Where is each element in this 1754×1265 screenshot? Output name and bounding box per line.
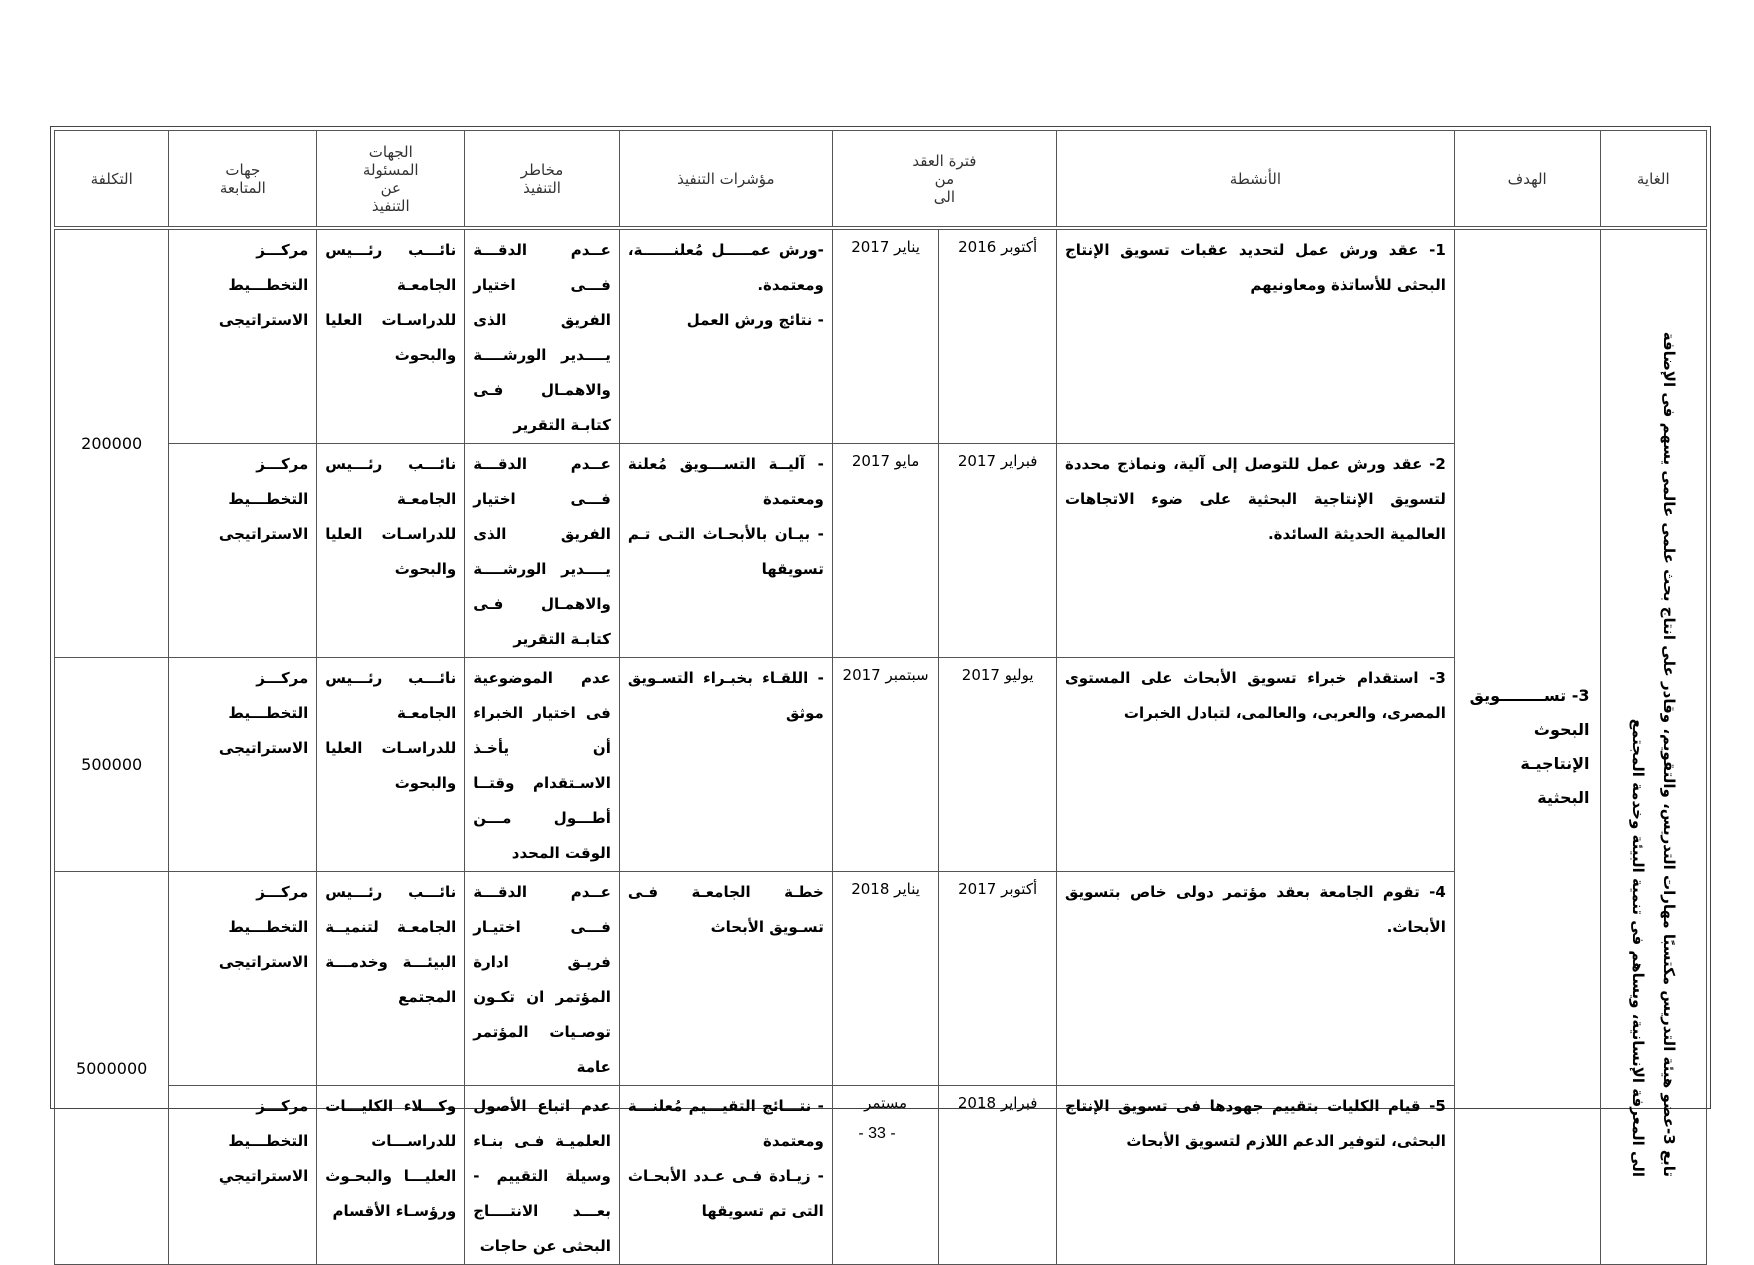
cost-value: 500000 (81, 755, 143, 774)
period-from: فبراير 2018 (957, 1094, 1038, 1112)
period-to: سبتمبر 2017 (842, 666, 929, 684)
responsible-text: نائـــب رئـــيس الجامعـة للدراسـات العليا والبحوث (325, 241, 457, 364)
followup-text: مركـــز التخطـــيط الاستراتيجي (218, 1097, 309, 1185)
followup-text: مركـــز التخطـــيط الاستراتيجى (218, 241, 309, 329)
activity-text: 3- استقدام خبراء تسويق الأبحاث على المستوى المصرى، والعربى، والعالمى، لتبادل الخبرات (1064, 669, 1446, 722)
period-to-cell (832, 444, 938, 658)
indicators-cell (619, 658, 832, 872)
indicators-text: -ورش عمـــــل مُعلنــــــة، ومعتمدة. - نتائج ورش العمل (627, 241, 824, 329)
risks-text: عــدم الدقـــة فـــى اختيار الفريق الذى يــــدير الورشــــة والاهمـال فـى كتابـة التقرير (473, 455, 611, 648)
header-row (55, 131, 1707, 229)
activity-cell (1056, 444, 1454, 658)
indicators-cell (619, 228, 832, 444)
activity-cell (1056, 228, 1454, 444)
indicators-cell (619, 1086, 832, 1265)
purpose-cell (1600, 228, 1706, 1265)
period-from: فبراير 2017 (957, 452, 1038, 470)
period-from: يوليو 2017 (961, 666, 1034, 684)
risks-text: عدم الموضوعية فى اختيار الخبراء أن يأخـذ الاسـتقدام وقتــا أطـــول مـــن الوقت المحدد (473, 669, 611, 862)
followup-cell (169, 872, 317, 1086)
header-activities: الأنشطة (1056, 131, 1454, 229)
header-purpose: الغاية (1600, 131, 1706, 229)
followup-cell (169, 444, 317, 658)
cost-value: 200000 (81, 434, 143, 453)
responsible-text: وكـــلاء الكليـــات للدراســـات العليـــا والبحـوث ورؤسـاء الأقسام (325, 1097, 457, 1220)
cost-cell (55, 228, 169, 658)
period-from: أكتوبر 2017 (958, 880, 1038, 898)
followup-cell (169, 228, 317, 444)
activity-cell (1056, 658, 1454, 872)
followup-text: مركـــز التخطـــيط الاستراتيجى (218, 669, 309, 757)
followup-text: مركـــز التخطـــيط الاستراتيجى (218, 455, 309, 543)
period-from-cell (939, 228, 1057, 444)
responsible-cell (317, 658, 465, 872)
header-indicators: مؤشرات التنفيذ (619, 131, 832, 229)
risks-text: عدم اتباع الأصول العلميـة فـى بنـاء وسيلة التقييم - بعـــد الانتــــاج البحثى عن حاجات (473, 1097, 611, 1255)
period-to: يناير 2017 (851, 238, 920, 256)
cost-value: 5000000 (76, 1058, 148, 1078)
risks-cell (465, 658, 620, 872)
activity-text: 2- عقد ورش عمل للتوصل إلى آلية، ونماذج محددة لتسويق الإنتاجية البحثية على ضوء الاتجاهات العالمية الحديثة السائدة. (1064, 455, 1446, 543)
indicators-text: - اللقـاء بخبـراء التسـويق موثق (627, 669, 824, 722)
responsible-cell (317, 1086, 465, 1265)
activity-text: 4- تقوم الجامعة بعقد مؤتمر دولى خاص بتسويق الأبحاث. (1064, 883, 1446, 936)
indicators-text: - آليــة التســـويق مُعلنة ومعتمدة - بيـان بالأبحـاث التـى تـم تسويقها (627, 455, 824, 578)
followup-text: مركـــز التخطـــيط الاستراتيجى (218, 883, 309, 971)
activity-cell (1056, 1086, 1454, 1265)
header-risks: مخاطر التنفيذ (465, 131, 620, 229)
activity-cell (1056, 872, 1454, 1086)
period-from-cell (939, 872, 1057, 1086)
period-to-cell (832, 658, 938, 872)
indicators-text: خطـة الجامعـة فـى تسـويق الأبحاث (627, 883, 824, 936)
header-responsible: الجهات المسئولة عن التنفيذ (317, 131, 465, 229)
page-number: - 33 - (858, 1125, 896, 1142)
risks-cell (465, 1086, 620, 1265)
period-to: يناير 2018 (851, 880, 920, 898)
goal-cell (1454, 228, 1600, 1265)
responsible-text: نائـــب رئـــيس الجامعـة للدراسـات العليا والبحوث (325, 669, 457, 792)
risks-cell (465, 444, 620, 658)
period-to: مايو 2017 (851, 452, 920, 470)
header-followup: جهات المتابعة (169, 131, 317, 229)
period-to-cell (832, 1086, 938, 1265)
period-from-cell (939, 1086, 1057, 1265)
activity-text: 1- عقد ورش عمل لتحديد عقبات تسويق الإنتاج البحثى للأساتذة ومعاونيهم (1064, 241, 1446, 294)
table-row (55, 228, 1707, 444)
risks-text: عــدم الدقـــة فـــى اختيـار فريـق ادارة المؤتمر ان تكـون توصـيات المؤتمر عامة (473, 883, 611, 1076)
goal-text: 3- تســــــــويق البحوث الإنتاجيـة البحثية (1469, 686, 1590, 807)
header-cost: التكلفة (55, 131, 169, 229)
plan-table (54, 130, 1707, 1265)
period-from-cell (939, 444, 1057, 658)
header-goal: الهدف (1454, 131, 1600, 229)
followup-cell (169, 1086, 317, 1265)
period-to: مستمر (864, 1094, 908, 1112)
risks-text: عــدم الدقـــة فـــى اختيار الفريق الذى يــــدير الورشــــة والاهمـال فـى كتابـة التقرير (473, 241, 611, 434)
cost-cell (55, 658, 169, 872)
period-from: أكتوبر 2016 (958, 238, 1038, 256)
activity-text: 5- قيام الكليات بتقييم جهودها فى تسويق الإنتاج البحثى، لتوفير الدعم اللازم لتسويق الأبحاث (1064, 1097, 1446, 1150)
period-to-cell (832, 228, 938, 444)
responsible-cell (317, 228, 465, 444)
followup-cell (169, 658, 317, 872)
responsible-cell (317, 444, 465, 658)
period-from-cell (939, 658, 1057, 872)
indicators-cell (619, 872, 832, 1086)
risks-cell (465, 228, 620, 444)
risks-cell (465, 872, 620, 1086)
purpose-text: تابع 3-عضو هيئة التدريس مكتسبًا مهارات التدريس، والتقويم، وقادر على انتاج بحث علمى عالمى يسهم فى الإضافة الى المعرفة الإنسانية، ويساهم فى تنمية البيئة وخدمة المجتمع (1629, 331, 1679, 1177)
cost-cell (55, 872, 169, 1265)
responsible-cell (317, 872, 465, 1086)
indicators-text: - نتـــائج التقيـــيم مُعلنـــة ومعتمدة - زيـادة فـى عـدد الأبحـاث التى تم تسويقها (627, 1097, 824, 1220)
indicators-cell (619, 444, 832, 658)
period-to-cell (832, 872, 938, 1086)
header-period: فترة العقد من الى (832, 131, 1056, 229)
responsible-text: نائـــب رئـــيس الجامعـة لتنميــة البيئـــة وخدمـــة المجتمع (325, 883, 457, 1006)
responsible-text: نائـــب رئـــيس الجامعـة للدراسـات العليا والبحوث (325, 455, 457, 578)
